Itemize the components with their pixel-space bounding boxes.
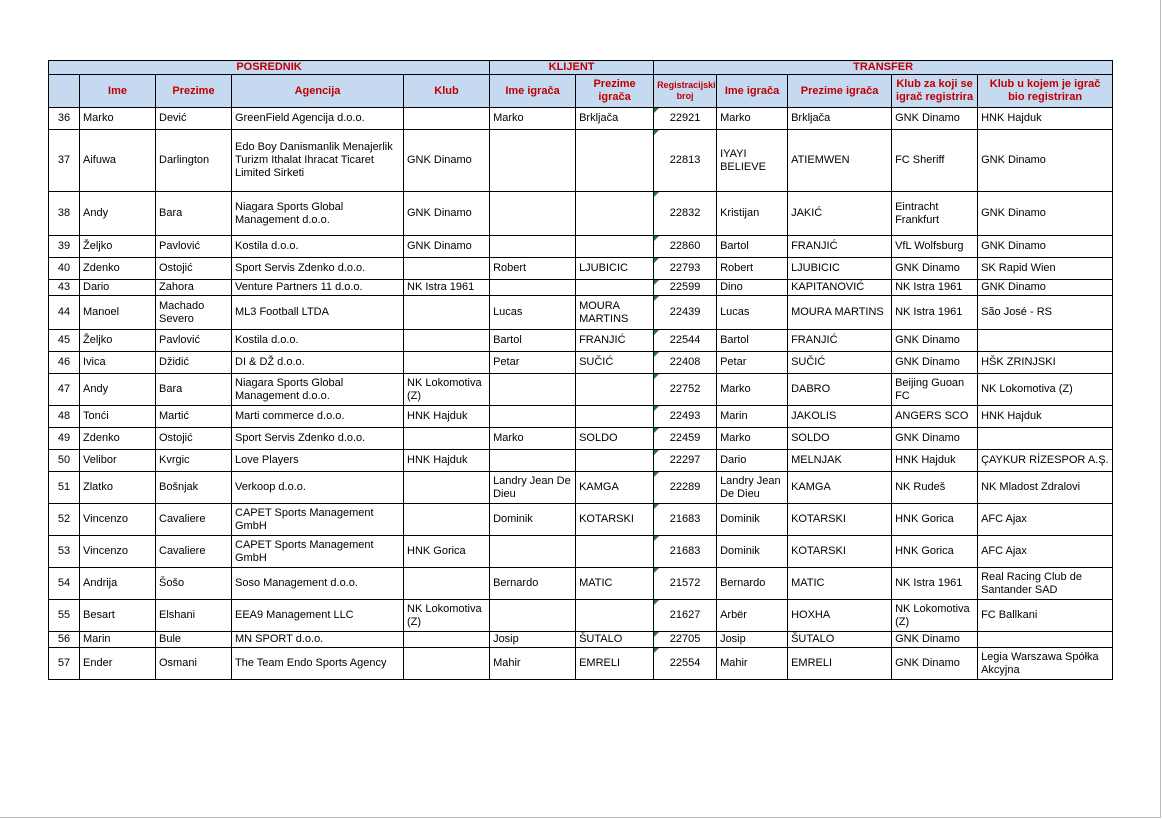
client-player-last-name-cell — [576, 450, 654, 472]
broker-first-name-cell: Ender — [80, 648, 156, 680]
registration-number-cell: 22832 — [654, 192, 717, 236]
registration-number-cell: 22297 — [654, 450, 717, 472]
table-row — [49, 428, 1113, 450]
broker-last-name-cell: Martić — [156, 406, 232, 428]
col-header-agencija: Agencija — [232, 75, 404, 108]
player-last-name-cell: SOLDO — [788, 428, 892, 450]
registration-number-cell: 22752 — [654, 374, 717, 406]
client-player-last-name-cell — [576, 374, 654, 406]
client-club-cell: GNK Dinamo — [404, 130, 490, 192]
broker-last-name-cell: Bošnjak — [156, 472, 232, 504]
club-registering-cell: GNK Dinamo — [892, 648, 978, 680]
agency-cell: ML3 Football LTDA — [232, 296, 404, 330]
previous-club-cell: ÇAYKUR RİZESPOR A.Ş. — [978, 450, 1113, 472]
group-header-klijent: KLIJENT — [490, 61, 654, 75]
broker-last-name-cell: Bara — [156, 192, 232, 236]
table-row — [49, 472, 1113, 504]
previous-club-cell: HNK Hajduk — [978, 108, 1113, 130]
player-last-name-cell: FRANJIĆ — [788, 236, 892, 258]
client-player-first-name-cell — [490, 280, 576, 296]
player-last-name-cell: KOTARSKI — [788, 536, 892, 568]
client-player-last-name-cell — [576, 600, 654, 632]
col-header-reg-broj: Registracijski broj — [654, 75, 717, 108]
client-player-last-name-cell: KOTARSKI — [576, 504, 654, 536]
agency-cell: GreenField Agencija d.o.o. — [232, 108, 404, 130]
client-club-cell: HNK Hajduk — [404, 450, 490, 472]
broker-first-name-cell: Zlatko — [80, 472, 156, 504]
table-row — [49, 450, 1113, 472]
player-last-name-cell: LJUBICIC — [788, 258, 892, 280]
client-player-last-name-cell: EMRELI — [576, 648, 654, 680]
player-last-name-cell: ŠUTALO — [788, 632, 892, 648]
previous-club-cell: SK Rapid Wien — [978, 258, 1113, 280]
broker-first-name-cell: Andy — [80, 192, 156, 236]
player-last-name-cell: JAKIĆ — [788, 192, 892, 236]
registration-number-cell: 22493 — [654, 406, 717, 428]
row-number-cell: 54 — [49, 568, 80, 600]
agency-cell: Love Players — [232, 450, 404, 472]
club-registering-cell: HNK Hajduk — [892, 450, 978, 472]
row-number-cell: 45 — [49, 330, 80, 352]
row-number-cell: 50 — [49, 450, 80, 472]
broker-last-name-cell: Osmani — [156, 648, 232, 680]
previous-club-cell — [978, 428, 1113, 450]
previous-club-cell: Legia Warszawa Spółka Akcyjna — [978, 648, 1113, 680]
row-number-cell: 44 — [49, 296, 80, 330]
registration-number-cell: 22544 — [654, 330, 717, 352]
broker-last-name-cell: Ostojić — [156, 428, 232, 450]
client-player-first-name-cell: Robert — [490, 258, 576, 280]
group-header-transfer: TRANSFER — [654, 61, 1113, 75]
col-header-transfer-prezime-igraca: Prezime igrača — [788, 75, 892, 108]
table-row — [49, 258, 1113, 280]
client-club-cell: GNK Dinamo — [404, 236, 490, 258]
row-number-cell: 38 — [49, 192, 80, 236]
agency-cell: Soso Management d.o.o. — [232, 568, 404, 600]
player-last-name-cell: KAMGA — [788, 472, 892, 504]
registration-number-cell: 22554 — [654, 648, 717, 680]
agency-cell: Verkoop d.o.o. — [232, 472, 404, 504]
registration-number-cell: 22408 — [654, 352, 717, 374]
club-registering-cell: ANGERS SCO — [892, 406, 978, 428]
broker-first-name-cell: Vincenzo — [80, 504, 156, 536]
broker-first-name-cell: Dario — [80, 280, 156, 296]
client-player-last-name-cell: SOLDO — [576, 428, 654, 450]
client-player-first-name-cell: Landry Jean De Dieu — [490, 472, 576, 504]
col-header-klub-u-kojem: Klub u kojem je igrač bio registriran — [978, 75, 1113, 108]
row-number-cell: 43 — [49, 280, 80, 296]
table-row — [49, 600, 1113, 632]
table-row — [49, 374, 1113, 406]
broker-last-name-cell: Šošo — [156, 568, 232, 600]
previous-club-cell: São José - RS — [978, 296, 1113, 330]
club-registering-cell: NK Istra 1961 — [892, 568, 978, 600]
club-registering-cell: GNK Dinamo — [892, 428, 978, 450]
player-first-name-cell: Dominik — [717, 504, 788, 536]
row-number-cell: 40 — [49, 258, 80, 280]
player-first-name-cell: Kristijan — [717, 192, 788, 236]
client-club-cell — [404, 504, 490, 536]
broker-first-name-cell: Aifuwa — [80, 130, 156, 192]
client-player-first-name-cell: Mahir — [490, 648, 576, 680]
col-header-ime: Ime — [80, 75, 156, 108]
player-first-name-cell: Marko — [717, 108, 788, 130]
row-number-cell: 57 — [49, 648, 80, 680]
player-first-name-cell: Arbër — [717, 600, 788, 632]
client-player-first-name-cell: Lucas — [490, 296, 576, 330]
agency-cell: Sport Servis Zdenko d.o.o. — [232, 258, 404, 280]
client-player-first-name-cell: Petar — [490, 352, 576, 374]
row-number-cell: 49 — [49, 428, 80, 450]
broker-last-name-cell: Dević — [156, 108, 232, 130]
previous-club-cell: GNK Dinamo — [978, 130, 1113, 192]
player-last-name-cell: MATIC — [788, 568, 892, 600]
broker-first-name-cell: Željko — [80, 236, 156, 258]
table-row — [49, 296, 1113, 330]
broker-first-name-cell: Marin — [80, 632, 156, 648]
table-row — [49, 236, 1113, 258]
col-header-prezime-igraca: Prezime igrača — [576, 75, 654, 108]
previous-club-cell: GNK Dinamo — [978, 280, 1113, 296]
broker-first-name-cell: Zdenko — [80, 258, 156, 280]
table-row — [49, 330, 1113, 352]
client-player-last-name-cell: LJUBICIC — [576, 258, 654, 280]
client-club-cell: NK Istra 1961 — [404, 280, 490, 296]
table-row — [49, 568, 1113, 600]
registration-number-cell: 21572 — [654, 568, 717, 600]
broker-first-name-cell: Marko — [80, 108, 156, 130]
registration-number-cell: 22705 — [654, 632, 717, 648]
table-row — [49, 192, 1113, 236]
client-player-first-name-cell — [490, 236, 576, 258]
col-header-klub: Klub — [404, 75, 490, 108]
club-registering-cell: FC Sheriff — [892, 130, 978, 192]
registration-number-cell: 22599 — [654, 280, 717, 296]
previous-club-cell: FC Ballkani — [978, 600, 1113, 632]
row-number-cell: 53 — [49, 536, 80, 568]
table-row — [49, 352, 1113, 374]
col-header-prezime: Prezime — [156, 75, 232, 108]
player-first-name-cell: Bartol — [717, 236, 788, 258]
client-player-last-name-cell: MOURA MARTINS — [576, 296, 654, 330]
registration-number-cell: 22289 — [654, 472, 717, 504]
club-registering-cell: GNK Dinamo — [892, 258, 978, 280]
row-number-cell: 56 — [49, 632, 80, 648]
table-row — [49, 536, 1113, 568]
table-row — [49, 406, 1113, 428]
broker-first-name-cell: Zdenko — [80, 428, 156, 450]
client-player-last-name-cell: MATIC — [576, 568, 654, 600]
player-first-name-cell: Marko — [717, 374, 788, 406]
client-player-last-name-cell: ŠUTALO — [576, 632, 654, 648]
registration-number-cell: 22459 — [654, 428, 717, 450]
registration-number-cell: 22813 — [654, 130, 717, 192]
broker-last-name-cell: Machado Severo — [156, 296, 232, 330]
player-first-name-cell: Landry Jean De Dieu — [717, 472, 788, 504]
agency-cell: Niagara Sports Global Management d.o.o. — [232, 374, 404, 406]
agency-cell: DI & DŽ d.o.o. — [232, 352, 404, 374]
broker-last-name-cell: Kvrgic — [156, 450, 232, 472]
player-first-name-cell: Josip — [717, 632, 788, 648]
broker-last-name-cell: Cavaliere — [156, 504, 232, 536]
previous-club-cell: GNK Dinamo — [978, 192, 1113, 236]
previous-club-cell: Real Racing Club de Santander SAD — [978, 568, 1113, 600]
broker-last-name-cell: Džidić — [156, 352, 232, 374]
player-first-name-cell: Petar — [717, 352, 788, 374]
client-club-cell — [404, 296, 490, 330]
broker-last-name-cell: Zahora — [156, 280, 232, 296]
club-registering-cell: Eintracht Frankfurt — [892, 192, 978, 236]
registration-number-cell: 22793 — [654, 258, 717, 280]
player-first-name-cell: Mahir — [717, 648, 788, 680]
client-player-first-name-cell — [490, 600, 576, 632]
agency-cell: Kostila d.o.o. — [232, 330, 404, 352]
registration-number-cell: 22860 — [654, 236, 717, 258]
agency-cell: CAPET Sports Management GmbH — [232, 536, 404, 568]
client-player-last-name-cell — [576, 280, 654, 296]
table-row — [49, 648, 1113, 680]
club-registering-cell: Beijing Guoan FC — [892, 374, 978, 406]
col-header-number — [49, 75, 80, 108]
player-first-name-cell: Dario — [717, 450, 788, 472]
player-last-name-cell: FRANJIĆ — [788, 330, 892, 352]
player-last-name-cell: SUČIĆ — [788, 352, 892, 374]
player-first-name-cell: Marin — [717, 406, 788, 428]
club-registering-cell: VfL Wolfsburg — [892, 236, 978, 258]
client-club-cell — [404, 648, 490, 680]
client-player-last-name-cell — [576, 536, 654, 568]
col-header-transfer-ime-igraca: Ime igrača — [717, 75, 788, 108]
club-registering-cell: GNK Dinamo — [892, 108, 978, 130]
agency-cell: CAPET Sports Management GmbH — [232, 504, 404, 536]
table-row — [49, 632, 1113, 648]
client-club-cell — [404, 472, 490, 504]
client-club-cell — [404, 428, 490, 450]
client-club-cell: HNK Gorica — [404, 536, 490, 568]
client-club-cell — [404, 568, 490, 600]
client-player-first-name-cell — [490, 192, 576, 236]
client-player-first-name-cell — [490, 450, 576, 472]
player-first-name-cell: Bartol — [717, 330, 788, 352]
player-first-name-cell: Marko — [717, 428, 788, 450]
table-row — [49, 280, 1113, 296]
col-header-klub-za-koji: Klub za koji se igrač registrira — [892, 75, 978, 108]
previous-club-cell: AFC Ajax — [978, 504, 1113, 536]
previous-club-cell: GNK Dinamo — [978, 236, 1113, 258]
client-player-last-name-cell — [576, 192, 654, 236]
player-first-name-cell: Lucas — [717, 296, 788, 330]
player-first-name-cell: Dino — [717, 280, 788, 296]
club-registering-cell: NK Lokomotiva (Z) — [892, 600, 978, 632]
broker-last-name-cell: Pavlović — [156, 236, 232, 258]
row-number-cell: 55 — [49, 600, 80, 632]
broker-last-name-cell: Darlington — [156, 130, 232, 192]
client-player-first-name-cell — [490, 406, 576, 428]
player-last-name-cell: ATIEMWEN — [788, 130, 892, 192]
row-number-cell: 52 — [49, 504, 80, 536]
previous-club-cell: HŠK ZRINJSKI — [978, 352, 1113, 374]
club-registering-cell: NK Istra 1961 — [892, 296, 978, 330]
client-player-last-name-cell — [576, 406, 654, 428]
client-player-last-name-cell: SUČIĆ — [576, 352, 654, 374]
club-registering-cell: NK Rudeš — [892, 472, 978, 504]
client-club-cell — [404, 352, 490, 374]
player-first-name-cell: Robert — [717, 258, 788, 280]
broker-first-name-cell: Željko — [80, 330, 156, 352]
broker-last-name-cell: Pavlović — [156, 330, 232, 352]
broker-last-name-cell: Elshani — [156, 600, 232, 632]
agency-cell: Marti commerce d.o.o. — [232, 406, 404, 428]
broker-first-name-cell: Besart — [80, 600, 156, 632]
broker-first-name-cell: Ivica — [80, 352, 156, 374]
client-player-first-name-cell — [490, 374, 576, 406]
broker-first-name-cell: Andrija — [80, 568, 156, 600]
client-player-first-name-cell: Marko — [490, 108, 576, 130]
broker-first-name-cell: Manoel — [80, 296, 156, 330]
club-registering-cell: HNK Gorica — [892, 504, 978, 536]
player-first-name-cell: Dominik — [717, 536, 788, 568]
col-header-ime-igraca: Ime igrača — [490, 75, 576, 108]
client-club-cell — [404, 330, 490, 352]
client-player-first-name-cell: Dominik — [490, 504, 576, 536]
player-last-name-cell: HOXHA — [788, 600, 892, 632]
previous-club-cell: NK Mladost Zdralovi — [978, 472, 1113, 504]
broker-last-name-cell: Cavaliere — [156, 536, 232, 568]
previous-club-cell: HNK Hajduk — [978, 406, 1113, 428]
player-last-name-cell: MOURA MARTINS — [788, 296, 892, 330]
club-registering-cell: GNK Dinamo — [892, 632, 978, 648]
club-registering-cell: HNK Gorica — [892, 536, 978, 568]
client-club-cell — [404, 108, 490, 130]
club-registering-cell: GNK Dinamo — [892, 352, 978, 374]
broker-first-name-cell: Tonći — [80, 406, 156, 428]
agency-cell: Sport Servis Zdenko d.o.o. — [232, 428, 404, 450]
agency-cell: MN SPORT d.o.o. — [232, 632, 404, 648]
previous-club-cell — [978, 330, 1113, 352]
row-number-cell: 51 — [49, 472, 80, 504]
player-last-name-cell: KOTARSKI — [788, 504, 892, 536]
player-last-name-cell: Brkljača — [788, 108, 892, 130]
client-club-cell — [404, 258, 490, 280]
broker-last-name-cell: Bule — [156, 632, 232, 648]
row-number-cell: 37 — [49, 130, 80, 192]
agency-cell: Niagara Sports Global Management d.o.o. — [232, 192, 404, 236]
player-last-name-cell: KAPITANOVIĆ — [788, 280, 892, 296]
client-player-last-name-cell: Brkljača — [576, 108, 654, 130]
client-player-last-name-cell: FRANJIĆ — [576, 330, 654, 352]
agency-cell: EEA9 Management LLC — [232, 600, 404, 632]
transfer-table — [48, 60, 1113, 680]
table-body — [49, 108, 1113, 680]
client-player-first-name-cell: Josip — [490, 632, 576, 648]
registration-number-cell: 22439 — [654, 296, 717, 330]
previous-club-cell: NK Lokomotiva (Z) — [978, 374, 1113, 406]
client-club-cell: HNK Hajduk — [404, 406, 490, 428]
client-player-first-name-cell — [490, 130, 576, 192]
registration-number-cell: 21627 — [654, 600, 717, 632]
player-last-name-cell: MELNJAK — [788, 450, 892, 472]
group-header-posrednik: POSREDNIK — [49, 61, 490, 75]
client-club-cell: NK Lokomotiva (Z) — [404, 600, 490, 632]
previous-club-cell — [978, 632, 1113, 648]
player-last-name-cell: EMRELI — [788, 648, 892, 680]
row-number-cell: 47 — [49, 374, 80, 406]
agency-cell: Edo Boy Danismanlik Menajerlik Turizm Ithalat Ihracat Ticaret Limited Sirketi — [232, 130, 404, 192]
agency-cell: Venture Partners 11 d.o.o. — [232, 280, 404, 296]
client-player-last-name-cell — [576, 236, 654, 258]
agency-cell: The Team Endo Sports Agency — [232, 648, 404, 680]
row-number-cell: 39 — [49, 236, 80, 258]
club-registering-cell: GNK Dinamo — [892, 330, 978, 352]
client-player-first-name-cell: Bartol — [490, 330, 576, 352]
club-registering-cell: NK Istra 1961 — [892, 280, 978, 296]
broker-last-name-cell: Ostojić — [156, 258, 232, 280]
row-number-cell: 46 — [49, 352, 80, 374]
player-last-name-cell: DABRO — [788, 374, 892, 406]
table-row — [49, 130, 1113, 192]
broker-first-name-cell: Andy — [80, 374, 156, 406]
agency-cell: Kostila d.o.o. — [232, 236, 404, 258]
broker-first-name-cell: Velibor — [80, 450, 156, 472]
table-row — [49, 108, 1113, 130]
broker-first-name-cell: Vincenzo — [80, 536, 156, 568]
table-row — [49, 504, 1113, 536]
registration-number-cell: 21683 — [654, 536, 717, 568]
client-club-cell: GNK Dinamo — [404, 192, 490, 236]
broker-last-name-cell: Bara — [156, 374, 232, 406]
player-last-name-cell: JAKOLIS — [788, 406, 892, 428]
client-player-last-name-cell — [576, 130, 654, 192]
registration-number-cell: 22921 — [654, 108, 717, 130]
previous-club-cell: AFC Ajax — [978, 536, 1113, 568]
client-player-first-name-cell: Bernardo — [490, 568, 576, 600]
client-player-first-name-cell — [490, 536, 576, 568]
client-club-cell — [404, 632, 490, 648]
registration-number-cell: 21683 — [654, 504, 717, 536]
player-first-name-cell: IYAYI BELIEVE — [717, 130, 788, 192]
player-first-name-cell: Bernardo — [717, 568, 788, 600]
client-player-last-name-cell: KAMGA — [576, 472, 654, 504]
client-club-cell: NK Lokomotiva (Z) — [404, 374, 490, 406]
row-number-cell: 48 — [49, 406, 80, 428]
client-player-first-name-cell: Marko — [490, 428, 576, 450]
row-number-cell: 36 — [49, 108, 80, 130]
